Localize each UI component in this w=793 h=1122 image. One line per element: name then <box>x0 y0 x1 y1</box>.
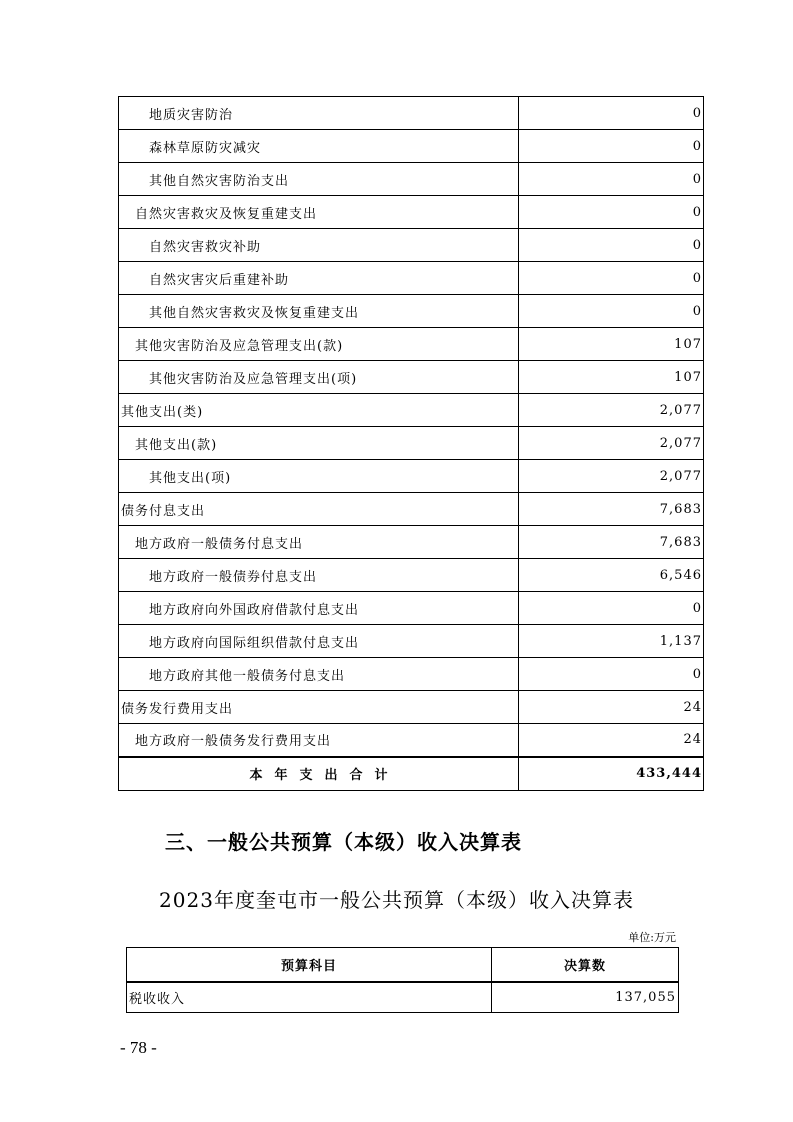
total-row <box>119 757 704 791</box>
table-row <box>119 559 704 592</box>
row-name: 债务发行费用支出 <box>119 691 519 724</box>
table-row <box>127 982 679 1013</box>
table-row <box>119 295 704 328</box>
unit-label: 单位:万元 <box>628 931 676 944</box>
table-row <box>119 592 704 625</box>
table-row <box>119 526 704 559</box>
row-value: 0 <box>519 196 704 229</box>
table-row <box>119 361 704 394</box>
table-row <box>119 163 704 196</box>
row-value: 0 <box>519 229 704 262</box>
row-name: 地方政府其他一般债务付息支出 <box>119 658 519 691</box>
row-value: 7,683 <box>519 493 704 526</box>
row-value: 107 <box>519 328 704 361</box>
table-row <box>119 460 704 493</box>
row-value: 0 <box>519 592 704 625</box>
row-name: 其他支出(款) <box>119 427 519 460</box>
total-value: 433,444 <box>519 757 704 791</box>
table-row <box>119 394 704 427</box>
row-name: 地方政府向国际组织借款付息支出 <box>119 625 519 658</box>
table-row <box>119 262 704 295</box>
row-name: 其他灾害防治及应急管理支出(款) <box>119 328 519 361</box>
row-value: 0 <box>519 97 704 130</box>
table-row <box>119 691 704 724</box>
row-name: 地方政府一般债务付息支出 <box>119 526 519 559</box>
row-name: 其他支出(类) <box>119 394 519 427</box>
row-value: 24 <box>519 724 704 757</box>
expenditure-table <box>118 96 704 791</box>
page-number: - 78 - <box>120 1038 157 1057</box>
total-label: 本年支出合计 <box>119 757 519 791</box>
row-value: 2,077 <box>519 460 704 493</box>
table-row <box>119 97 704 130</box>
row-name: 税收收入 <box>127 982 492 1013</box>
row-name: 自然灾害灾后重建补助 <box>119 262 519 295</box>
row-name: 债务付息支出 <box>119 493 519 526</box>
row-name: 地方政府向外国政府借款付息支出 <box>119 592 519 625</box>
row-name: 森林草原防灾减灾 <box>119 130 519 163</box>
income-table <box>126 947 679 1013</box>
row-name: 地方政府一般债券付息支出 <box>119 559 519 592</box>
row-name: 其他支出(项) <box>119 460 519 493</box>
row-name: 其他灾害防治及应急管理支出(项) <box>119 361 519 394</box>
row-value: 6,546 <box>519 559 704 592</box>
row-name: 自然灾害救灾及恢复重建支出 <box>119 196 519 229</box>
row-value: 0 <box>519 163 704 196</box>
table-row <box>119 724 704 757</box>
row-name: 其他自然灾害防治支出 <box>119 163 519 196</box>
row-value: 0 <box>519 130 704 163</box>
table-row <box>119 328 704 361</box>
row-value: 107 <box>519 361 704 394</box>
row-value: 1,137 <box>519 625 704 658</box>
table-row <box>119 130 704 163</box>
row-value: 0 <box>519 295 704 328</box>
row-value: 0 <box>519 262 704 295</box>
table-row <box>119 658 704 691</box>
section-heading: 三、一般公共预算（本级）收入决算表 <box>165 830 522 854</box>
row-name: 自然灾害救灾补助 <box>119 229 519 262</box>
table-row <box>119 625 704 658</box>
row-value: 7,683 <box>519 526 704 559</box>
row-value: 2,077 <box>519 394 704 427</box>
table-header-row <box>127 948 679 982</box>
table-row <box>119 493 704 526</box>
row-value: 24 <box>519 691 704 724</box>
row-name: 地质灾害防治 <box>119 97 519 130</box>
row-name: 其他自然灾害救灾及恢复重建支出 <box>119 295 519 328</box>
row-value: 2,077 <box>519 427 704 460</box>
row-value: 0 <box>519 658 704 691</box>
row-value: 137,055 <box>492 982 679 1013</box>
table-row <box>119 427 704 460</box>
header-budget-item: 预算科目 <box>127 948 492 982</box>
document-title: 2023年度奎屯市一般公共预算（本级）收入决算表 <box>159 888 634 912</box>
table-row <box>119 196 704 229</box>
row-name: 地方政府一般债务发行费用支出 <box>119 724 519 757</box>
header-final-amount: 决算数 <box>492 948 679 982</box>
table-row <box>119 229 704 262</box>
